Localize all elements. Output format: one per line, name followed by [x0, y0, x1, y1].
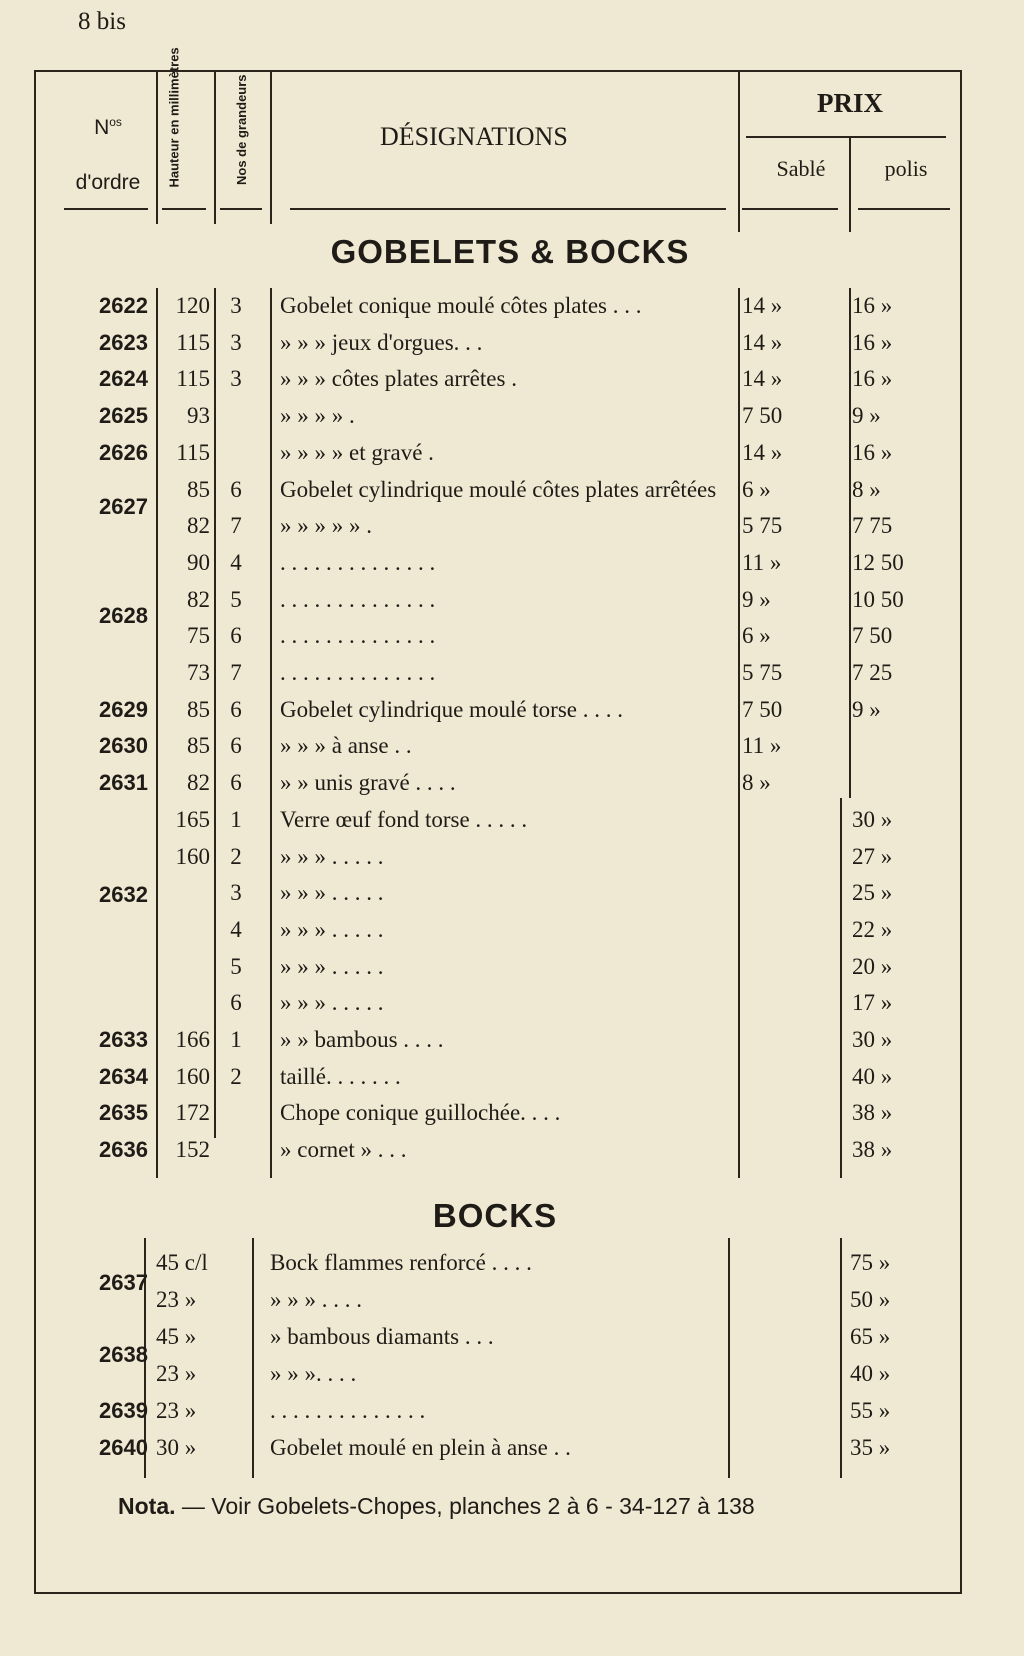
size-number: 6 — [230, 990, 242, 1016]
size-number: 6 — [230, 476, 242, 502]
size-number: 7 — [230, 513, 242, 539]
order-number: 2635 — [99, 1100, 148, 1126]
designation: » » » . . . . . — [280, 916, 384, 942]
price-polis: 16 » — [852, 293, 893, 318]
group-number: 2628 — [99, 603, 148, 628]
price-polis: 35 » — [850, 1435, 891, 1460]
header-nos-ordre: $N^{os}$ d'ordre — [75, 115, 141, 194]
price-polis: 16 » — [852, 329, 893, 355]
designation: » » unis gravé . . . . — [280, 770, 456, 796]
header-rule — [858, 208, 950, 210]
section-title-bocks: BOCKS — [432, 1197, 558, 1234]
price-polis: 40 » — [850, 1361, 891, 1386]
table-row — [0, 513, 1024, 549]
price-polis: 8 » — [852, 476, 881, 502]
table-row — [0, 917, 1024, 953]
table-row — [0, 807, 1024, 843]
height-value: 115 — [176, 329, 210, 355]
group-number: 2638 — [99, 1342, 148, 1367]
order-number: 2631 — [99, 770, 148, 796]
height-value: 73 — [187, 660, 210, 685]
header-rule — [220, 208, 262, 210]
price-polis: 9 » — [852, 696, 881, 722]
header-rule — [64, 208, 148, 210]
designation: Gobelet cylindrique moulé côtes plates arrêtées — [280, 476, 717, 502]
table-row — [0, 1100, 1024, 1136]
price-sable: 5 75 — [742, 660, 783, 685]
table-row — [0, 550, 1024, 586]
size-number: 1 — [230, 806, 242, 832]
order-number: 2624 — [99, 366, 148, 392]
price-polis: 30 » — [852, 1027, 893, 1052]
height-value: 152 — [175, 1137, 210, 1163]
table-row — [0, 1435, 1024, 1471]
height-value: 120 — [175, 293, 210, 318]
price-polis: 38 » — [852, 1100, 893, 1126]
header-sable: Sablé — [776, 156, 826, 181]
designation: » » » » et gravé . — [280, 439, 434, 465]
order-number: 2626 — [99, 439, 148, 465]
table-row — [0, 587, 1024, 623]
designation: » » » côtes plates arrêtes . — [280, 366, 517, 392]
size-number: 2 — [230, 1063, 242, 1089]
price-polis: 65 » — [850, 1324, 891, 1349]
designation: . . . . . . . . . . . . . . — [280, 586, 436, 612]
designation: » cornet » . . . — [280, 1137, 407, 1163]
group-number: 2632 — [99, 882, 148, 907]
designation: » » » » » . — [280, 513, 372, 539]
height-value: 93 — [187, 403, 210, 429]
size-number: 6 — [230, 770, 242, 796]
table-row — [0, 733, 1024, 769]
order-number: 2639 — [99, 1398, 148, 1423]
table-row — [0, 1027, 1024, 1063]
price-polis: 30 » — [852, 806, 893, 832]
table-row — [0, 844, 1024, 880]
designation: » » » jeux d'orgues. . . — [280, 329, 483, 355]
header-designations: DÉSIGNATIONS — [380, 122, 568, 151]
designation: » » » à anse . . — [280, 733, 412, 759]
height-value: 115 — [176, 439, 210, 465]
height-value: 165 — [175, 806, 210, 832]
price-sable: 11 » — [742, 549, 782, 575]
table-row — [0, 697, 1024, 733]
height-value: 45 » — [156, 1324, 197, 1349]
designation: » » » . . . . — [270, 1287, 362, 1312]
designation: » » » . . . . . — [280, 990, 384, 1016]
price-polis: 17 » — [852, 990, 893, 1016]
designation: » » » . . . . . — [280, 843, 384, 869]
header-grandeurs: Nos de grandeurs — [234, 74, 249, 185]
col-divider — [214, 72, 216, 224]
designation: Verre œuf fond torse . . . . . — [280, 806, 528, 832]
size-number: 3 — [230, 329, 242, 355]
table-row — [0, 660, 1024, 696]
price-polis: 25 » — [852, 880, 893, 906]
price-sable: 11 » — [742, 733, 782, 759]
price-polis: 10 50 — [852, 586, 904, 612]
designation: » » bambous . . . . — [280, 1027, 444, 1052]
size-number: 6 — [230, 696, 242, 722]
table-row — [0, 477, 1024, 513]
table-row — [0, 366, 1024, 402]
height-value: 82 — [187, 770, 210, 796]
table-row — [0, 293, 1024, 329]
price-polis: 50 » — [850, 1287, 891, 1312]
designation: » » ». . . . — [270, 1361, 357, 1386]
price-sable: 9 » — [742, 586, 771, 612]
price-sable: 14 » — [742, 366, 783, 392]
header-rule — [162, 208, 206, 210]
price-sable: 14 » — [742, 293, 783, 318]
order-number: 2623 — [99, 329, 148, 355]
designation: » bambous diamants . . . — [270, 1324, 494, 1349]
height-value: 23 » — [156, 1287, 197, 1312]
price-sable: 14 » — [742, 439, 783, 465]
height-value: 82 — [187, 513, 210, 539]
table-row — [0, 770, 1024, 806]
price-sable: 7 50 — [742, 403, 783, 429]
page-number: 8 bis — [78, 8, 126, 35]
designation: . . . . . . . . . . . . . . — [280, 660, 436, 685]
price-polis: 9 » — [852, 403, 881, 429]
price-polis: 7 25 — [852, 660, 893, 685]
price-sable: 8 » — [742, 770, 771, 796]
table-row — [0, 440, 1024, 476]
table-row — [0, 1250, 1024, 1286]
size-number: 4 — [230, 916, 242, 942]
order-number: 2634 — [99, 1063, 148, 1089]
col-divider — [849, 136, 851, 232]
size-number: 3 — [230, 366, 242, 392]
size-number: 4 — [230, 549, 242, 575]
designation: Bock flammes renforcé . . . . — [270, 1250, 532, 1275]
section-title-gobelets-bocks: GOBELETS & BOCKS — [330, 233, 690, 270]
table-row — [0, 1064, 1024, 1100]
price-sable: 5 75 — [742, 513, 783, 539]
size-number: 6 — [230, 733, 242, 759]
table-row — [0, 1324, 1024, 1360]
col-divider — [270, 72, 272, 224]
size-number: 5 — [230, 953, 242, 979]
designation: . . . . . . . . . . . . . . — [270, 1398, 426, 1423]
table-row — [0, 880, 1024, 916]
table-row — [0, 1361, 1024, 1397]
height-value: 160 — [175, 843, 210, 869]
price-polis: 7 75 — [852, 513, 893, 539]
price-polis: 12 50 — [852, 549, 904, 575]
height-value: 23 » — [156, 1361, 197, 1386]
height-value: 30 » — [156, 1435, 197, 1460]
price-polis: 16 » — [852, 439, 893, 465]
designation: taillé. . . . . . . — [280, 1063, 401, 1089]
designation: . . . . . . . . . . . . . . — [280, 623, 436, 649]
table-row — [0, 990, 1024, 1026]
size-number: 3 — [230, 880, 242, 906]
height-value: 85 — [187, 476, 210, 502]
height-value: 90 — [187, 549, 210, 575]
designation: Gobelet cylindrique moulé torse . . . . — [280, 696, 624, 722]
header-prix: PRIX — [817, 88, 883, 118]
size-number: 1 — [230, 1027, 242, 1052]
designation: . . . . . . . . . . . . . . — [280, 549, 436, 575]
col-divider — [156, 72, 158, 224]
price-polis: 27 » — [852, 843, 893, 869]
height-value: 45 c/l — [156, 1250, 208, 1275]
price-polis: 40 » — [852, 1063, 893, 1089]
order-number: 2630 — [99, 733, 148, 759]
designation: » » » . . . . . — [280, 953, 384, 979]
group-number: 2637 — [99, 1270, 148, 1295]
height-value: 166 — [175, 1027, 210, 1052]
height-value: 75 — [187, 623, 210, 649]
designation: » » » » . — [280, 403, 355, 429]
price-polis: 16 » — [852, 366, 893, 392]
group-number: 2627 — [99, 494, 148, 519]
height-value: 23 » — [156, 1398, 197, 1423]
header-hauteur: Hauteur en millimètres — [166, 47, 182, 188]
price-polis: 55 » — [850, 1398, 891, 1423]
order-number: 2640 — [99, 1435, 148, 1460]
header-rule — [742, 208, 838, 210]
price-polis: 38 » — [852, 1137, 893, 1163]
table-row — [0, 403, 1024, 439]
designation: Chope conique guillochée. . . . — [280, 1100, 561, 1126]
table-row — [0, 623, 1024, 659]
size-number: 7 — [230, 660, 242, 685]
order-number: 2636 — [99, 1137, 148, 1163]
header-polis: polis — [884, 156, 928, 181]
col-divider — [738, 72, 740, 232]
order-number: 2622 — [99, 293, 148, 318]
price-sable: 14 » — [742, 329, 783, 355]
table-row — [0, 1137, 1024, 1173]
height-value: 85 — [187, 733, 210, 759]
header-rule — [290, 208, 726, 210]
designation: Gobelet moulé en plein à anse . . — [270, 1435, 571, 1460]
table-row — [0, 1287, 1024, 1323]
order-number: 2625 — [99, 403, 148, 429]
size-number: 2 — [230, 843, 242, 869]
price-sable: 6 » — [742, 476, 771, 502]
table-row — [0, 330, 1024, 366]
price-sable: 6 » — [742, 623, 771, 649]
size-number: 5 — [230, 586, 242, 612]
price-polis: 75 » — [850, 1250, 891, 1275]
table-row — [0, 954, 1024, 990]
size-number: 6 — [230, 623, 242, 649]
nota-line: Nota. — Voir Gobelets-Chopes, planches 2 à 6 - 34-127 à 138 — [118, 1493, 755, 1519]
height-value: 160 — [175, 1063, 210, 1089]
price-sable: 7 50 — [742, 696, 783, 722]
height-value: 172 — [175, 1100, 210, 1126]
height-value: 82 — [187, 586, 210, 612]
price-polis: 7 50 — [852, 623, 893, 649]
prix-rule — [746, 136, 946, 138]
size-number: 3 — [230, 293, 242, 318]
order-number: 2633 — [99, 1027, 148, 1052]
table-row — [0, 1398, 1024, 1434]
designation: » » » . . . . . — [280, 880, 384, 906]
height-value: 85 — [187, 696, 210, 722]
designation: Gobelet conique moulé côtes plates . . . — [280, 293, 642, 318]
price-polis: 20 » — [852, 953, 893, 979]
price-polis: 22 » — [852, 916, 893, 942]
height-value: 115 — [176, 366, 210, 392]
order-number: 2629 — [99, 696, 148, 722]
